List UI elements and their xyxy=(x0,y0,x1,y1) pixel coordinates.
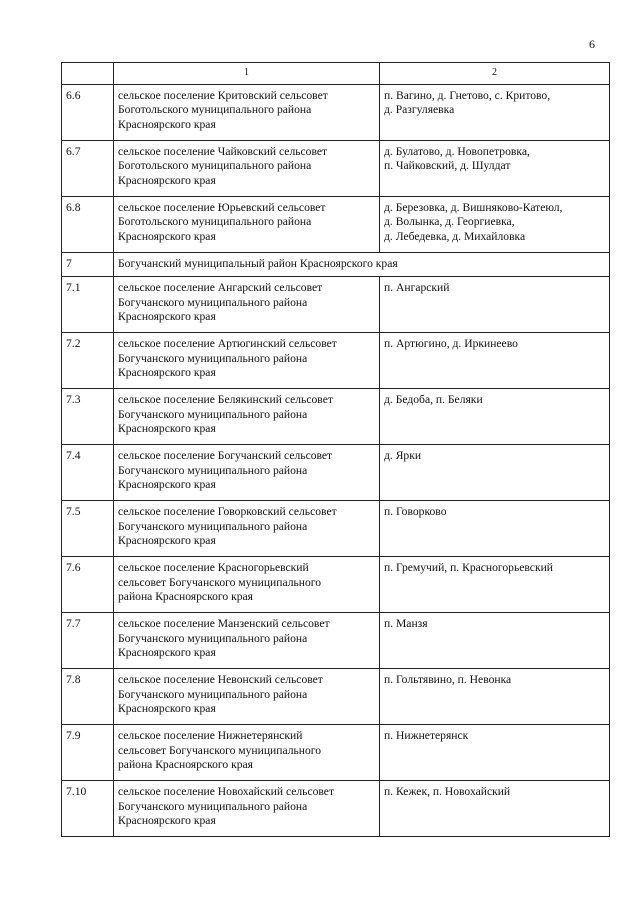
settlement-name-line: Красноярского края xyxy=(118,366,216,379)
table-header-row xyxy=(62,63,610,85)
row-number: 7.2 xyxy=(62,333,114,389)
localities-line: п. Артюгино, д. Иркинеево xyxy=(384,337,518,350)
localities-line: п. Говорково xyxy=(384,505,447,518)
settlement-name-line: Богучанского муниципального района xyxy=(118,631,308,645)
settlement-name-cell xyxy=(114,781,380,837)
row-number: 7.7 xyxy=(62,613,114,669)
settlement-name-cell xyxy=(114,445,380,501)
row-number: 7.5 xyxy=(62,501,114,557)
settlement-name-line: Красноярского края xyxy=(118,310,216,323)
settlement-name-line: сельское поселение Ангарский сельсовет xyxy=(118,281,323,294)
settlement-name-line: Богучанского муниципального района xyxy=(118,687,308,701)
localities-line: д. Березовка, д. Вишняково-Катеюл, xyxy=(384,200,563,214)
settlement-name-line: сельское поселение Манзенский сельсовет xyxy=(118,617,330,630)
localities-line: п. Кежек, п. Новохайский xyxy=(384,785,511,798)
settlement-name-line: Богучанского муниципального района xyxy=(118,519,308,533)
settlement-name-line: сельское поселение Нижнетерянский xyxy=(118,729,303,742)
settlement-name-line: сельское поселение Артюгинский сельсовет xyxy=(118,337,337,350)
settlement-name-cell xyxy=(114,140,380,196)
table-row xyxy=(62,557,610,613)
settlement-name-line: Красноярского края xyxy=(118,478,216,491)
settlement-name-line: Красноярского края xyxy=(118,646,216,659)
settlement-name-line: сельское поселение Юрьевский сельсовет xyxy=(118,200,326,214)
localities-cell xyxy=(380,613,610,669)
table-row xyxy=(62,277,610,333)
row-number: 7.4 xyxy=(62,445,114,501)
settlement-name-cell xyxy=(114,725,380,781)
header-cell-1: 1 xyxy=(114,63,380,85)
settlement-name-cell xyxy=(114,277,380,333)
localities-cell xyxy=(380,333,610,389)
localities-line: д. Булатово, д. Новопетровка, xyxy=(384,144,530,158)
localities-line: п. Гольтявино, п. Невонка xyxy=(384,673,512,686)
localities-line: п. Нижнетерянск xyxy=(384,729,469,742)
settlement-name-line: Красноярского края xyxy=(118,814,216,827)
row-number: 7.10 xyxy=(62,781,114,837)
settlement-name-line: сельское поселение Красногорьевский xyxy=(118,561,309,574)
localities-line: п. Ангарский xyxy=(384,281,450,294)
localities-cell xyxy=(380,140,610,196)
settlement-name-line: Богучанского муниципального района xyxy=(118,407,308,421)
settlement-name-line: Богучанского муниципального района xyxy=(118,351,308,365)
settlement-name-cell xyxy=(114,196,380,252)
localities-cell xyxy=(380,781,610,837)
settlement-name-line: Красноярского края xyxy=(118,173,216,187)
localities-cell xyxy=(380,501,610,557)
localities-line: п. Чайковский, д. Шулдат xyxy=(384,159,511,172)
table-row xyxy=(62,669,610,725)
table-row xyxy=(62,613,610,669)
settlement-name-line: сельское поселение Белякинский сельсовет xyxy=(118,393,333,406)
settlements-table xyxy=(61,62,610,837)
settlement-name-cell xyxy=(114,333,380,389)
settlement-name-line: Красноярского края xyxy=(118,229,216,243)
localities-cell xyxy=(380,84,610,140)
table-row xyxy=(62,196,610,252)
row-number: 7.9 xyxy=(62,725,114,781)
localities-cell xyxy=(380,277,610,333)
settlement-name-cell xyxy=(114,557,380,613)
settlement-name-line: сельское поселение Говорковский сельсовет xyxy=(118,505,337,518)
header-cell-number xyxy=(62,63,114,85)
settlement-name-line: сельское поселение Чайковский сельсовет xyxy=(118,144,328,158)
settlement-name-line: Красноярского края xyxy=(118,117,216,131)
section-title: Богучанский муниципальный район Красноярского края xyxy=(114,252,610,277)
settlement-name-line: сельсовет Богучанского муниципального xyxy=(118,743,322,757)
settlement-name-cell xyxy=(114,389,380,445)
localities-line: д. Волынка, д. Георгиевка, xyxy=(384,215,515,228)
settlement-name-line: Богучанского муниципального района xyxy=(118,295,308,309)
table-row xyxy=(62,333,610,389)
settlement-name-line: Богучанского муниципального района xyxy=(118,463,308,477)
localities-line: д. Лебедевка, д. Михайловка xyxy=(384,229,526,243)
settlement-name-line: Богучанского муниципального района xyxy=(118,799,308,813)
header-cell-2: 2 xyxy=(380,63,610,85)
settlement-name-cell xyxy=(114,669,380,725)
table-row xyxy=(62,725,610,781)
localities-cell xyxy=(380,389,610,445)
settlement-name-line: сельское поселение Новохайский сельсовет xyxy=(118,785,335,798)
row-number: 6.7 xyxy=(62,140,114,196)
table-section-row xyxy=(62,252,610,277)
localities-cell xyxy=(380,725,610,781)
row-number: 7.8 xyxy=(62,669,114,725)
table-row xyxy=(62,501,610,557)
settlement-name-line: Боготольского муниципального района xyxy=(118,103,312,116)
localities-line: п. Манзя xyxy=(384,617,428,630)
settlement-name-line: сельсовет Богучанского муниципального xyxy=(118,575,322,589)
localities-line: п. Гремучий, п. Красногорьевский xyxy=(384,561,553,574)
settlement-name-line: района Красноярского края xyxy=(118,590,253,603)
row-number: 6.8 xyxy=(62,196,114,252)
localities-line: д. Бедоба, п. Беляки xyxy=(384,393,483,406)
settlement-name-line: Красноярского края xyxy=(118,702,216,715)
row-number: 7 xyxy=(62,252,114,277)
settlement-name-line: сельское поселение Богучанский сельсовет xyxy=(118,449,333,462)
row-number: 6.6 xyxy=(62,84,114,140)
row-number: 7.6 xyxy=(62,557,114,613)
localities-line: д. Ярки xyxy=(384,449,422,462)
table-row xyxy=(62,445,610,501)
settlement-name-line: Боготольского муниципального района xyxy=(118,159,312,172)
page-number: 6 xyxy=(589,37,595,51)
settlement-name-cell xyxy=(114,613,380,669)
localities-line: д. Разгуляевка xyxy=(384,103,455,116)
settlement-name-line: района Красноярского края xyxy=(118,758,253,771)
localities-line: п. Вагино, д. Гнетово, с. Критово, xyxy=(384,88,551,102)
settlement-name-line: Красноярского края xyxy=(118,534,216,547)
localities-cell xyxy=(380,445,610,501)
table-row xyxy=(62,84,610,140)
localities-cell xyxy=(380,557,610,613)
table-row xyxy=(62,781,610,837)
settlement-name-line: Красноярского края xyxy=(118,422,216,435)
table-row xyxy=(62,140,610,196)
row-number: 7.3 xyxy=(62,389,114,445)
settlement-name-cell xyxy=(114,501,380,557)
row-number: 7.1 xyxy=(62,277,114,333)
settlement-name-line: сельское поселение Критовский сельсовет xyxy=(118,88,328,102)
localities-cell xyxy=(380,196,610,252)
localities-cell xyxy=(380,669,610,725)
settlement-name-line: Боготольского муниципального района xyxy=(118,215,312,228)
settlement-name-cell xyxy=(114,84,380,140)
settlement-name-line: сельское поселение Невонский сельсовет xyxy=(118,673,323,686)
table-row xyxy=(62,389,610,445)
